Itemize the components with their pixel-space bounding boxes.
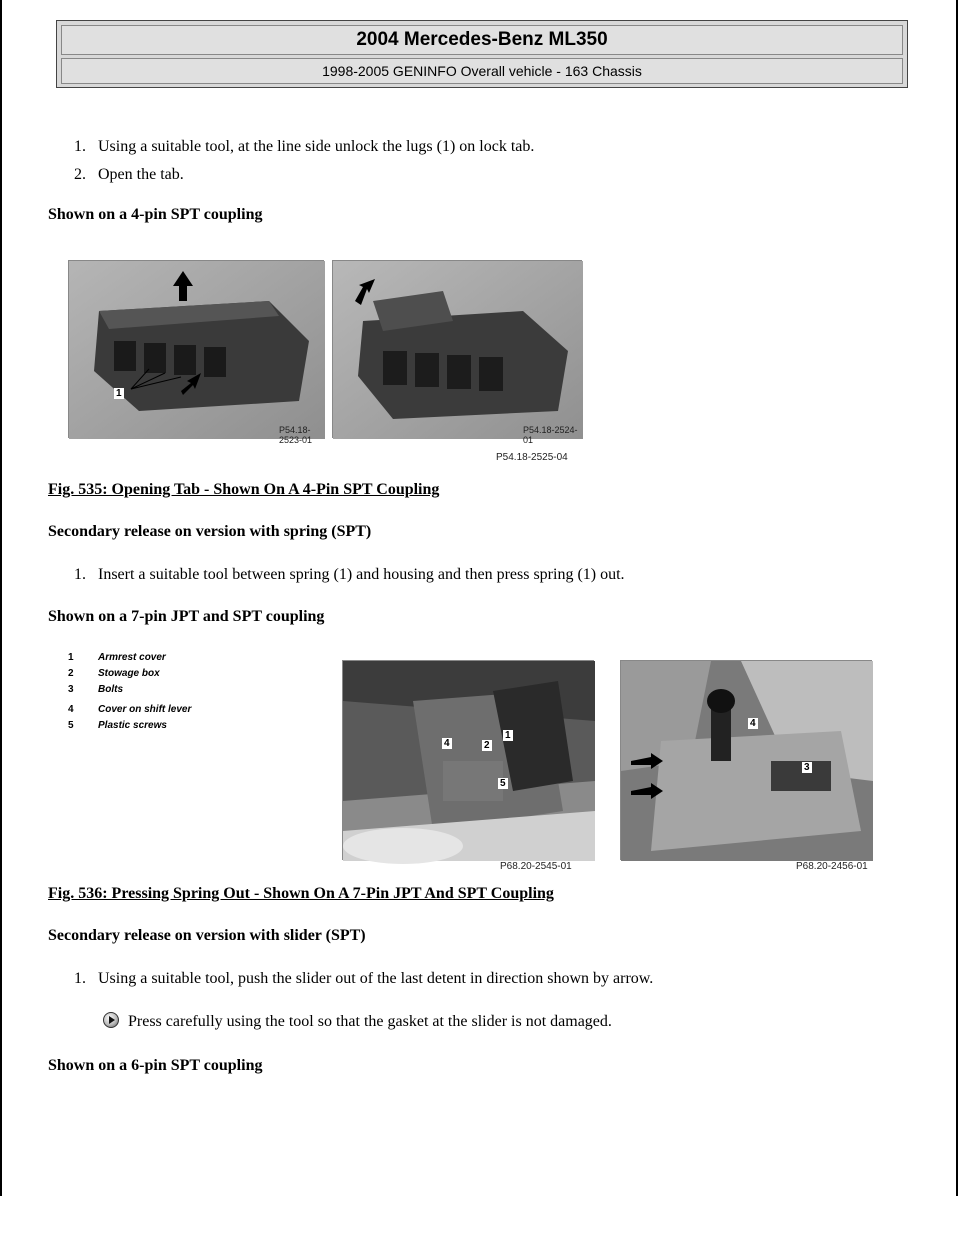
composite-image-code: P54.18-2525-04	[496, 452, 568, 463]
figure-caption: Fig. 536: Pressing Spring Out - Shown On A 7-Pin JPT And SPT Coupling	[48, 885, 554, 902]
legend-label: Cover on shift lever	[98, 704, 192, 715]
legend-number: 2	[68, 668, 74, 679]
image-code: P54.18-2523-01	[279, 425, 313, 445]
image-code: P68.20-2545-01	[500, 861, 572, 872]
image-code: P68.20-2456-01	[796, 861, 868, 872]
step-text: Using a suitable tool, at the line side unlock the lugs (1) on lock tab.	[98, 138, 535, 155]
callout-label: 4	[750, 718, 756, 729]
legend-label: Bolts	[98, 684, 123, 695]
step-number: 1.	[74, 566, 86, 583]
console-photo-left-image	[343, 661, 595, 861]
callout-label: 2	[484, 740, 490, 751]
callout-label: 1	[116, 388, 122, 399]
page-header	[56, 20, 908, 88]
connector-photo-left	[68, 260, 324, 445]
callout-label: 4	[444, 738, 450, 749]
step-number: 2.	[74, 166, 86, 183]
figure-536	[60, 648, 880, 876]
step-text: Open the tab.	[98, 166, 184, 183]
console-photo-right-image	[621, 661, 873, 861]
header-title: 2004 Mercedes-Benz ML350	[61, 25, 903, 55]
legend-number: 3	[68, 684, 74, 695]
console-photo-left	[342, 660, 594, 860]
legend-label: Plastic screws	[98, 720, 167, 731]
legend-number: 4	[68, 704, 74, 715]
note-text: Press carefully using the tool so that the gasket at the slider is not damaged.	[128, 1013, 612, 1030]
figure-535	[64, 258, 594, 464]
legend-label: Armrest cover	[98, 652, 166, 663]
shown-on-label: Shown on a 7-pin JPT and SPT coupling	[48, 608, 325, 625]
header-subtitle: 1998-2005 GENINFO Overall vehicle - 163 Chassis	[61, 58, 903, 84]
legend-number: 1	[68, 652, 74, 663]
step-number: 1.	[74, 970, 86, 987]
callout-label: 3	[804, 762, 810, 773]
step-text: Using a suitable tool, push the slider out of the last detent in direction shown by arrow.	[98, 970, 654, 987]
connector-photo-right-image	[333, 261, 583, 439]
connector-photo-right	[332, 260, 582, 445]
connector-photo-left-image	[69, 261, 325, 439]
shown-on-label: Shown on a 6-pin SPT coupling	[48, 1057, 263, 1074]
section-heading: Secondary release on version with spring (SPT)	[48, 523, 372, 540]
step-text: Insert a suitable tool between spring (1) and housing and then press spring (1) out.	[98, 566, 625, 583]
figure-caption: Fig. 535: Opening Tab - Shown On A 4-Pin SPT Coupling	[48, 481, 440, 498]
note-arrow-icon	[103, 1012, 119, 1028]
shown-on-label: Shown on a 4-pin SPT coupling	[48, 206, 263, 223]
legend-label: Stowage box	[98, 668, 160, 679]
console-photo-right	[620, 660, 872, 860]
callout-label: 5	[500, 778, 506, 789]
callout-label: 1	[505, 730, 511, 741]
step-number: 1.	[74, 138, 86, 155]
section-heading: Secondary release on version with slider (SPT)	[48, 927, 366, 944]
legend-number: 5	[68, 720, 74, 731]
image-code: P54.18-2524-01	[523, 425, 578, 445]
